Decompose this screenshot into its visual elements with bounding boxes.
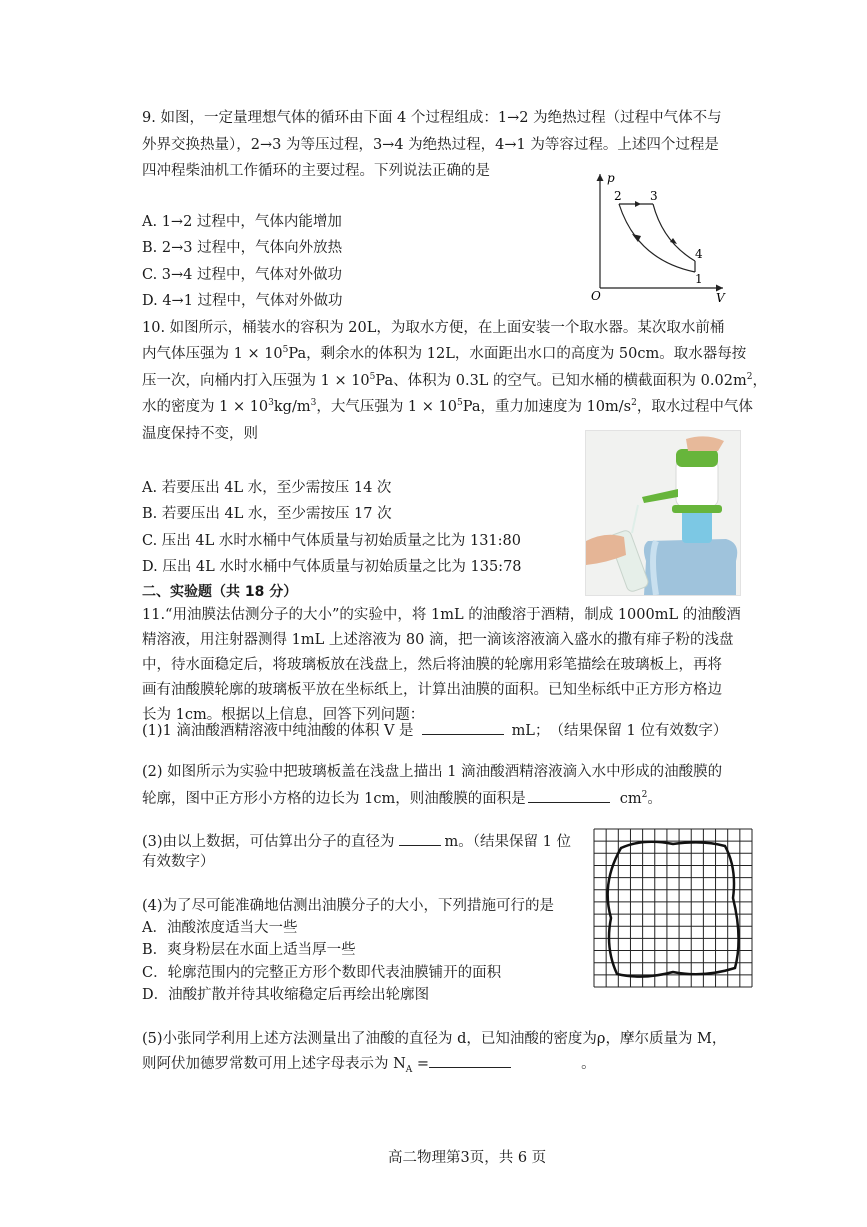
q11-part3-line2: 有效数字） xyxy=(142,854,215,870)
q11-part3-line1: (3)由以上数据，可估算出分子的直径为 m。（结果保留 1 位 xyxy=(142,831,571,852)
answer-blank-3[interactable] xyxy=(399,831,441,846)
q11-line5: 长为 1cm。根据以上信息，回答下列问题： xyxy=(142,707,425,723)
q9-option-b: B. 2→3 过程中，气体向外放热 xyxy=(142,240,343,256)
q9-line3: 四冲程柴油机工作循环的主要过程。下列说法正确的是 xyxy=(142,163,490,179)
point-1-label: 1 xyxy=(695,272,703,286)
q10-line1: 10. 如图所示，桶装水的容积为 20L，为取水方便，在上面安装一个取水器。某次取水前桶 xyxy=(142,320,725,336)
q9-line2: 外界交换热量），2→3 为等压过程，3→4 为绝热过程，4→1 为等容过程。上述四个过程是 xyxy=(142,137,719,153)
q9-option-d: D. 4→1 过程中，气体对外做功 xyxy=(142,293,343,309)
process-2-3-arrow xyxy=(635,201,641,207)
origin-label: O xyxy=(591,289,601,303)
point-2-label: 2 xyxy=(614,189,622,203)
q11-line1: 11.“用油膜法估测分子的大小”的实验中，将 1mL 的油酸溶于酒精，制成 1000mL 的油酸酒 xyxy=(142,607,741,623)
v-axis-label: V xyxy=(716,291,725,305)
process-3-4 xyxy=(653,204,695,261)
q11-part4-option-a: A．油酸浓度适当大一些 xyxy=(142,920,298,936)
answer-blank-2[interactable] xyxy=(528,788,610,803)
q9-line1: 9. 如图，一定量理想气体的循环由下面 4 个过程组成：1→2 为绝热过程（过程中气体不与 xyxy=(142,110,722,126)
section-heading-experiment: 二、实验题（共 18 分） xyxy=(142,584,298,600)
process-1-2 xyxy=(619,204,695,272)
q11-line2: 精溶液，用注射器测得 1mL 上述溶液为 80 滴，把一滴该溶液滴入盛水的撒有痱子粉的浅盘 xyxy=(142,632,734,648)
q10-option-d: D. 压出 4L 水时水桶中气体质量与初始质量之比为 135:78 xyxy=(142,559,522,575)
q9-option-c: C. 3→4 过程中，气体对外做功 xyxy=(142,267,343,283)
q10-line2: 内气体压强为 $1 \times 10^5Pa$，剩余水的体积为 12L，水面距出水口的高度为 50cm。取水器每按 xyxy=(142,345,747,362)
q10-line5: 温度保持不变，则 xyxy=(142,426,258,442)
answer-blank-1[interactable] xyxy=(422,720,504,735)
oil-film-outline xyxy=(608,842,739,977)
q11-part4-option-c: C．轮廓范围内的完整正方形个数即代表油膜铺开的面积 xyxy=(142,965,502,981)
water-dispenser-photo xyxy=(585,430,741,596)
q11-part1: (1)1 滴油酸酒精溶液中纯油酸的体积 V 是 mL； （结果保留 1 位有效数字） xyxy=(142,720,727,741)
q10-line3: 压一次，向桶内打入压强为 $1 \times 10^5Pa$、体积为 0.3L 的空气。已知水桶的横截面积为 $0.02m^2$， xyxy=(142,372,767,389)
q11-part4-option-d: D．油酸扩散并待其收缩稳定后再绘出轮廓图 xyxy=(142,987,430,1003)
q11-part5-line2: 则阿伏加德罗常数可用上述字母表示为 $N_A$ = 。 xyxy=(142,1053,596,1074)
q11-part2-line2: 轮廓，图中正方形小方格的边长为 1cm，则油酸膜的面积是 $cm^2$。 xyxy=(142,790,662,807)
q10-option-c: C. 压出 4L 水时水桶中气体质量与初始质量之比为 131:80 xyxy=(142,533,521,549)
q10-option-a: A. 若要压出 4L 水，至少需按压 14 次 xyxy=(142,480,392,496)
q11-part2-line1: (2) 如图所示为实验中把玻璃板盖在浅盘上描出 1 滴油酸酒精溶液滴入水中形成的油酸膜的 xyxy=(142,764,723,780)
q11-line3: 中，待水面稳定后，将玻璃板放在浅盘上，然后将油膜的轮廓用彩笔描绘在玻璃板上，再将 xyxy=(142,657,722,673)
q11-part4: (4)为了尽可能准确地估测出油膜分子的大小，下列措施可行的是 xyxy=(142,898,555,914)
q9-option-a: A. 1→2 过程中，气体内能增加 xyxy=(142,214,342,230)
point-4-label: 4 xyxy=(695,247,703,261)
answer-blank-5[interactable] xyxy=(429,1053,511,1068)
q11-part5-line1: (5)小张同学利用上述方法测量出了油酸的直径为 d，已知油酸的密度为ρ，摩尔质量为 M， xyxy=(142,1031,727,1047)
q11-part4-option-b: B．爽身粉层在水面上适当厚一些 xyxy=(142,942,356,958)
point-3-label: 3 xyxy=(650,189,658,203)
q10-option-b: B. 若要压出 4L 水，至少需按压 17 次 xyxy=(142,506,392,522)
pv-cycle-diagram xyxy=(585,170,730,305)
q11-line4: 画有油酸膜轮廓的玻璃板平放在坐标纸上，计算出油膜的面积。已知坐标纸中正方形方格边 xyxy=(142,682,722,698)
page-footer: 高二物理第3页，共 6 页 xyxy=(388,1150,547,1166)
p-axis-label: p xyxy=(607,171,615,185)
q10-line4: 水的密度为 $1 \times 10^3kg/m^3$，大气压强为 $1 \times 10^5Pa$，重力加速度为 $10m/s^2$，取水过程中气体 xyxy=(142,398,753,415)
oil-film-grid xyxy=(593,828,753,988)
water-pump-illustration xyxy=(586,431,740,595)
